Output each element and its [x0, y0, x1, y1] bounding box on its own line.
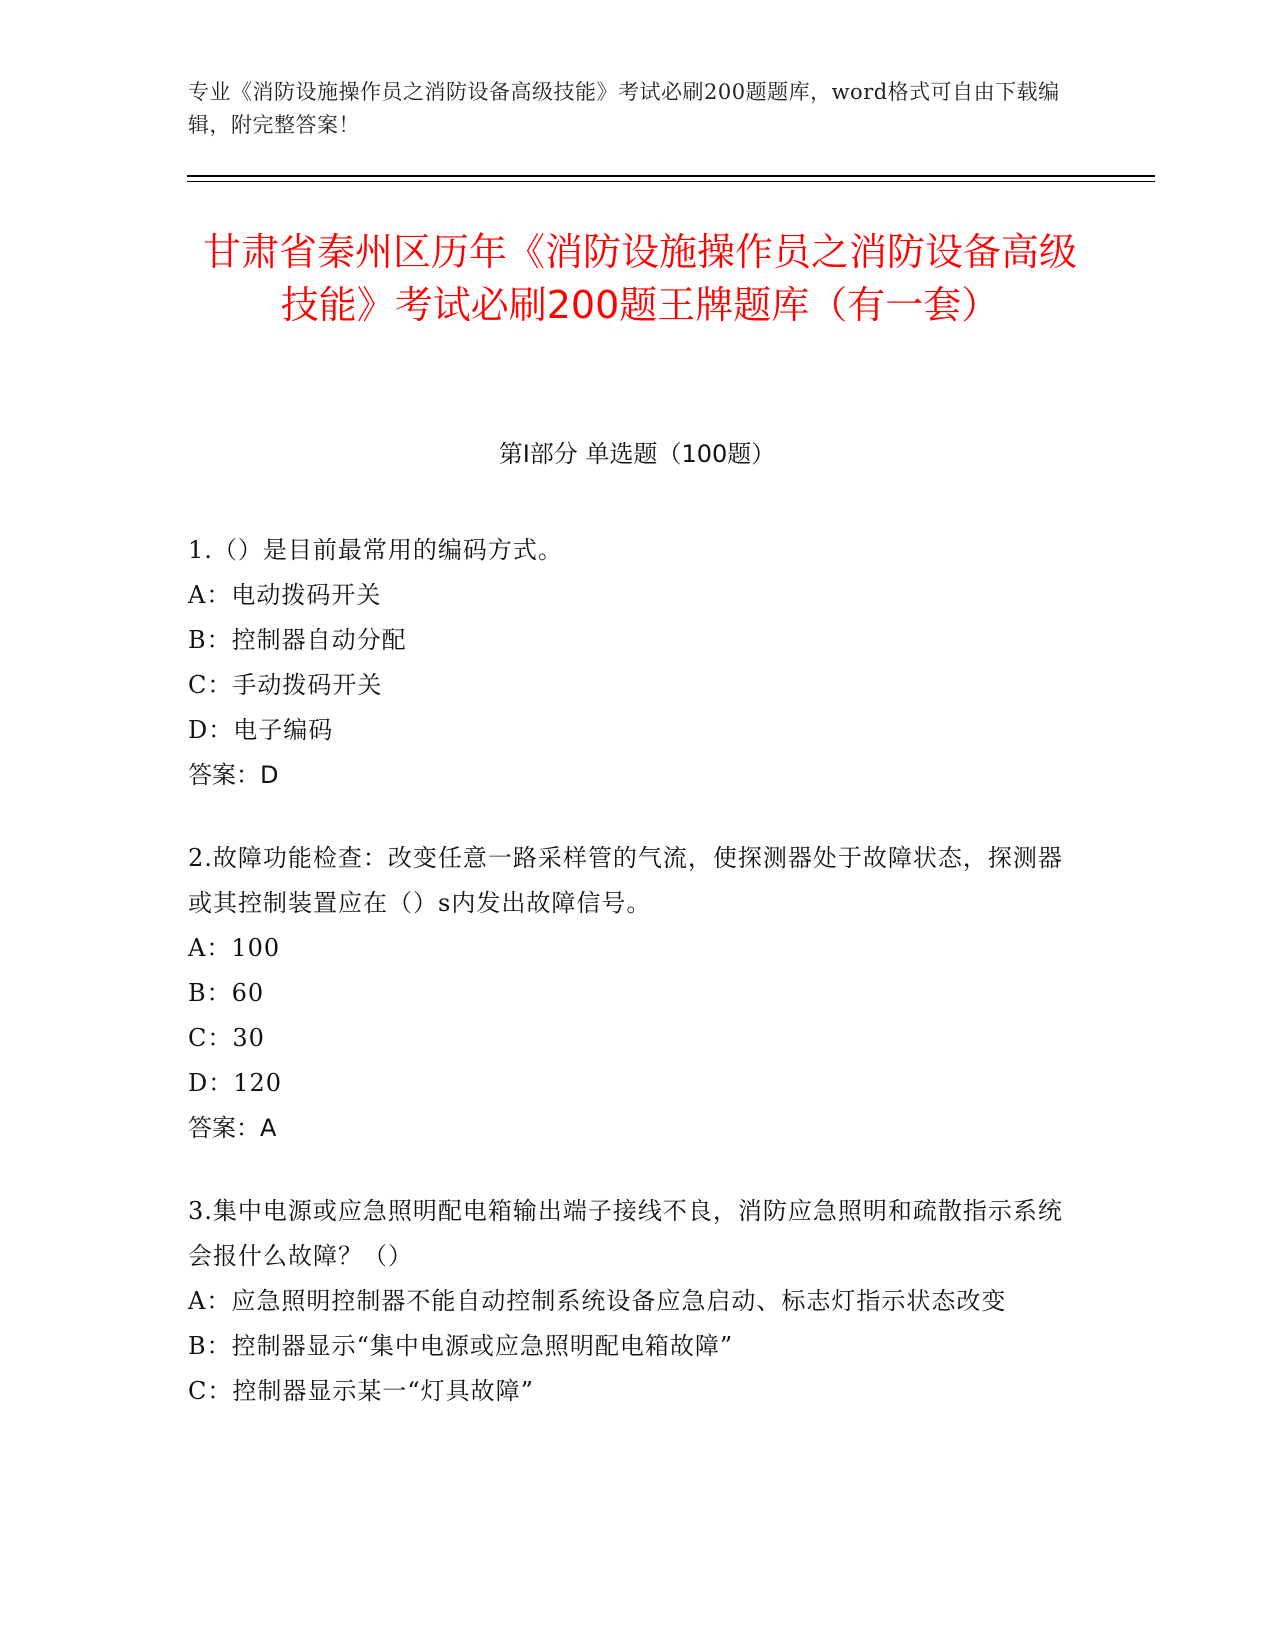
- question-stem: 3.集中电源或应急照明配电箱输出端子接线不良，消防应急照明和疏散指示系统会报什么故障？（）: [188, 1197, 1063, 1270]
- question-stem: 2.故障功能检查：改变任意一路采样管的气流，使探测器处于故障状态，探测器或其控制装置应在（）s内发出故障信号。: [188, 844, 1063, 917]
- option-a: A：100: [188, 934, 281, 962]
- section-title: 第I部分 单选题（100题）: [498, 440, 776, 468]
- option-c: C：30: [188, 1024, 265, 1052]
- option-b: B：控制器自动分配: [188, 626, 407, 654]
- option-d: D：120: [188, 1069, 283, 1097]
- option-c: C：手动拨码开关: [188, 671, 383, 699]
- header-note: 专业《消防设施操作员之消防设备高级技能》考试必刷200题题库，word格式可自由下载编辑，附完整答案！: [188, 80, 1060, 137]
- question-stem: 1.（）是目前最常用的编码方式。: [188, 536, 563, 564]
- option-b: B：控制器显示“集中电源或应急照明配电箱故障”: [188, 1332, 734, 1360]
- header-divider-thin: [187, 181, 1155, 182]
- document-title: 甘肃省秦州区历年《消防设施操作员之消防设备高级技能》考试必刷200题王牌题库（有一套）: [202, 230, 1077, 327]
- question-1: [188, 528, 1078, 798]
- option-b: B：60: [188, 979, 265, 1007]
- question-3: [188, 1189, 1078, 1414]
- answer: 答案：A: [188, 1114, 277, 1142]
- option-d: D：电子编码: [188, 716, 334, 744]
- question-list: [188, 528, 1078, 1452]
- question-2: [188, 836, 1078, 1151]
- answer: 答案：D: [188, 761, 279, 789]
- header-divider-thick: [187, 175, 1155, 177]
- option-c: C：控制器显示某一“灯具故障”: [188, 1377, 534, 1405]
- option-a: A：电动拨码开关: [188, 581, 382, 609]
- option-a: A：应急照明控制器不能自动控制系统设备应急启动、标志灯指示状态改变: [188, 1287, 1007, 1315]
